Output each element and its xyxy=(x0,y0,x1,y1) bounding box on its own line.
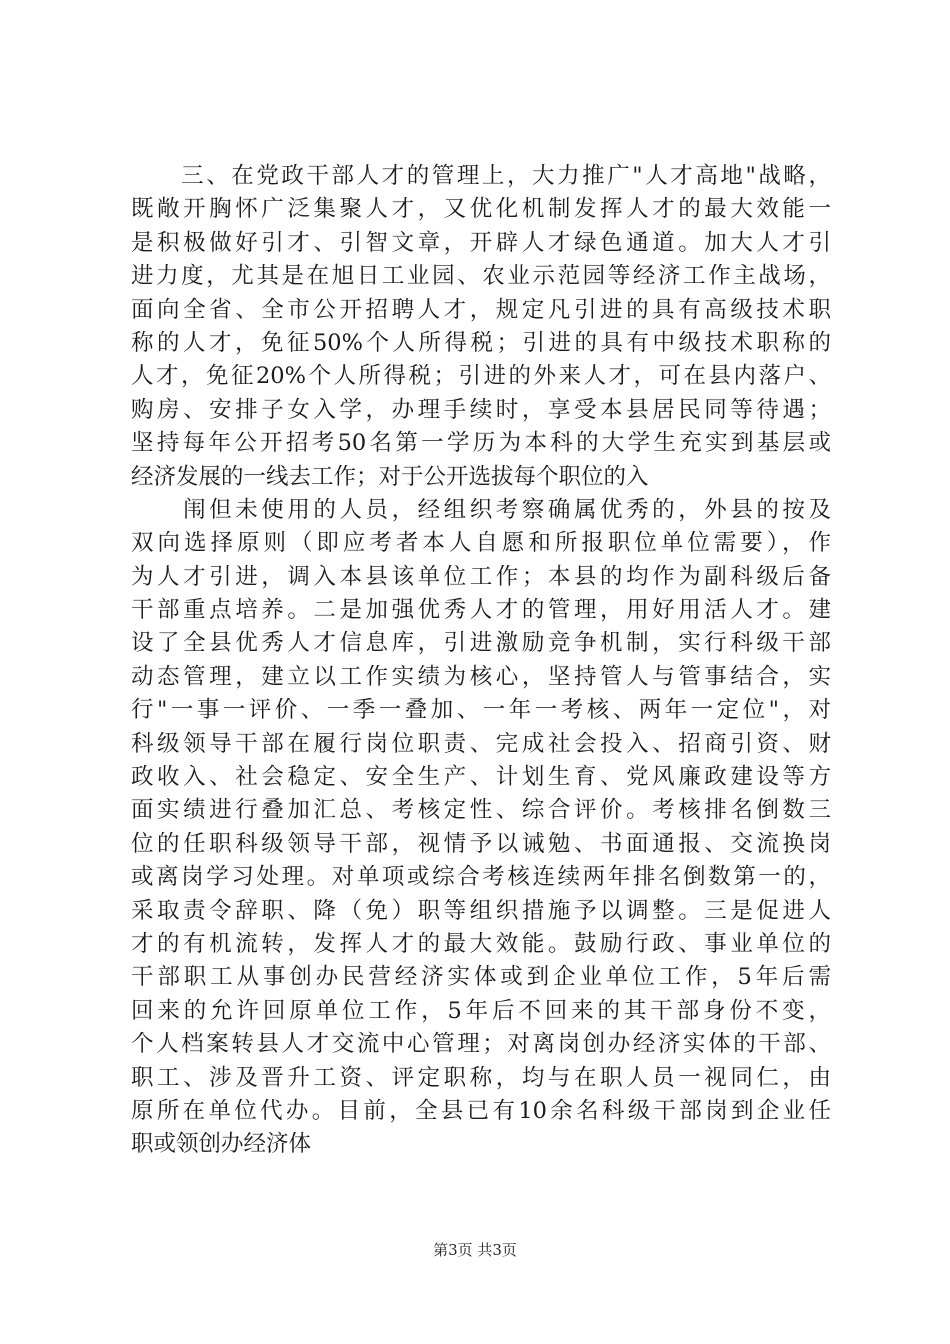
paragraph xyxy=(131,494,831,1162)
text-line: 坚持每年公开招考50名第一学历为本科的大学生充实到基层或 xyxy=(131,430,831,457)
paragraph xyxy=(131,160,831,494)
text-line: 闱但未使用的人员，经组织考察确属优秀的，外县的按及 xyxy=(131,496,831,523)
text-line: 经济发展的一线去工作；对于公开选拔每个职位的入 xyxy=(131,463,649,490)
text-line: 科级领导干部在履行岗位职责、完成社会投入、招商引资、财 xyxy=(131,730,831,757)
text-line: 人才，免征20%个人所得税；引进的外来人才，可在县内落户、 xyxy=(131,363,831,390)
text-line: 面向全省、全市公开招聘人才，规定凡引进的具有高级技术职 xyxy=(131,296,831,323)
text-line: 为人才引进，调入本县该单位工作；本县的均作为副科级后备 xyxy=(131,563,831,590)
text-line: 职或领创办经济体 xyxy=(131,1131,312,1158)
text-line: 政收入、社会稳定、安全生产、计划生育、党风廉政建设等方 xyxy=(131,764,831,791)
text-line: 个人档案转县人才交流中心管理；对离岗创办经济实体的干部、 xyxy=(131,1031,831,1058)
text-line: 称的人才，免征50%个人所得税；引进的具有中级技术职称的 xyxy=(131,329,831,356)
text-line: 干部重点培养。二是加强优秀人才的管理，用好用活人才。建 xyxy=(131,597,831,624)
text-line: 设了全县优秀人才信息库，引进激励竞争机制，实行科级干部 xyxy=(131,630,831,657)
text-line: 职工、涉及晋升工资、评定职称，均与在职人员一视同仁，由 xyxy=(131,1064,831,1091)
text-line: 面实绩进行叠加汇总、考核定性、综合评价。考核排名倒数三 xyxy=(131,797,831,824)
text-line: 原所在单位代办。目前，全县已有10余名科级干部岗到企业任 xyxy=(131,1097,831,1124)
text-line: 行"一事一评价、一季一叠加、一年一考核、两年一定位"，对 xyxy=(131,697,831,724)
text-line: 既敞开胸怀广泛集聚人才，又优化机制发挥人才的最大效能一 xyxy=(131,196,831,223)
text-line: 是积极做好引才、引智文章，开辟人才绿色通道。加大人才引 xyxy=(131,229,831,256)
text-line: 干部职工从事创办民营经济实体或到企业单位工作，5年后需 xyxy=(131,964,831,991)
text-line: 或离岗学习处理。对单项或综合考核连续两年排名倒数第一的， xyxy=(131,864,831,891)
page-footer: 第3页 共3页 xyxy=(433,1241,517,1259)
document-body xyxy=(131,160,831,1162)
text-line: 动态管理，建立以工作实绩为核心，坚持管人与管事结合，实 xyxy=(131,663,831,690)
text-line: 采取责令辞职、降（免）职等组织措施予以调整。三是促进人 xyxy=(131,897,831,924)
text-line: 才的有机流转，发挥人才的最大效能。鼓励行政、事业单位的 xyxy=(131,930,831,957)
text-line: 双向选择原则（即应考者本人自愿和所报职位单位需要），作 xyxy=(131,530,831,557)
text-line: 购房、安排子女入学，办理手续时，享受本县居民同等待遇； xyxy=(131,396,831,423)
text-line: 三、在党政干部人才的管理上，大力推广"人才高地"战略， xyxy=(131,163,831,189)
text-line: 进力度，尤其是在旭日工业园、农业示范园等经济工作主战场， xyxy=(131,263,831,290)
text-line: 位的任职科级领导干部，视情予以诫勉、书面通报、交流换岗 xyxy=(131,830,831,857)
paragraph-container xyxy=(131,160,831,1162)
text-line: 回来的允许回原单位工作，5年后不回来的其干部身份不变， xyxy=(131,997,831,1024)
